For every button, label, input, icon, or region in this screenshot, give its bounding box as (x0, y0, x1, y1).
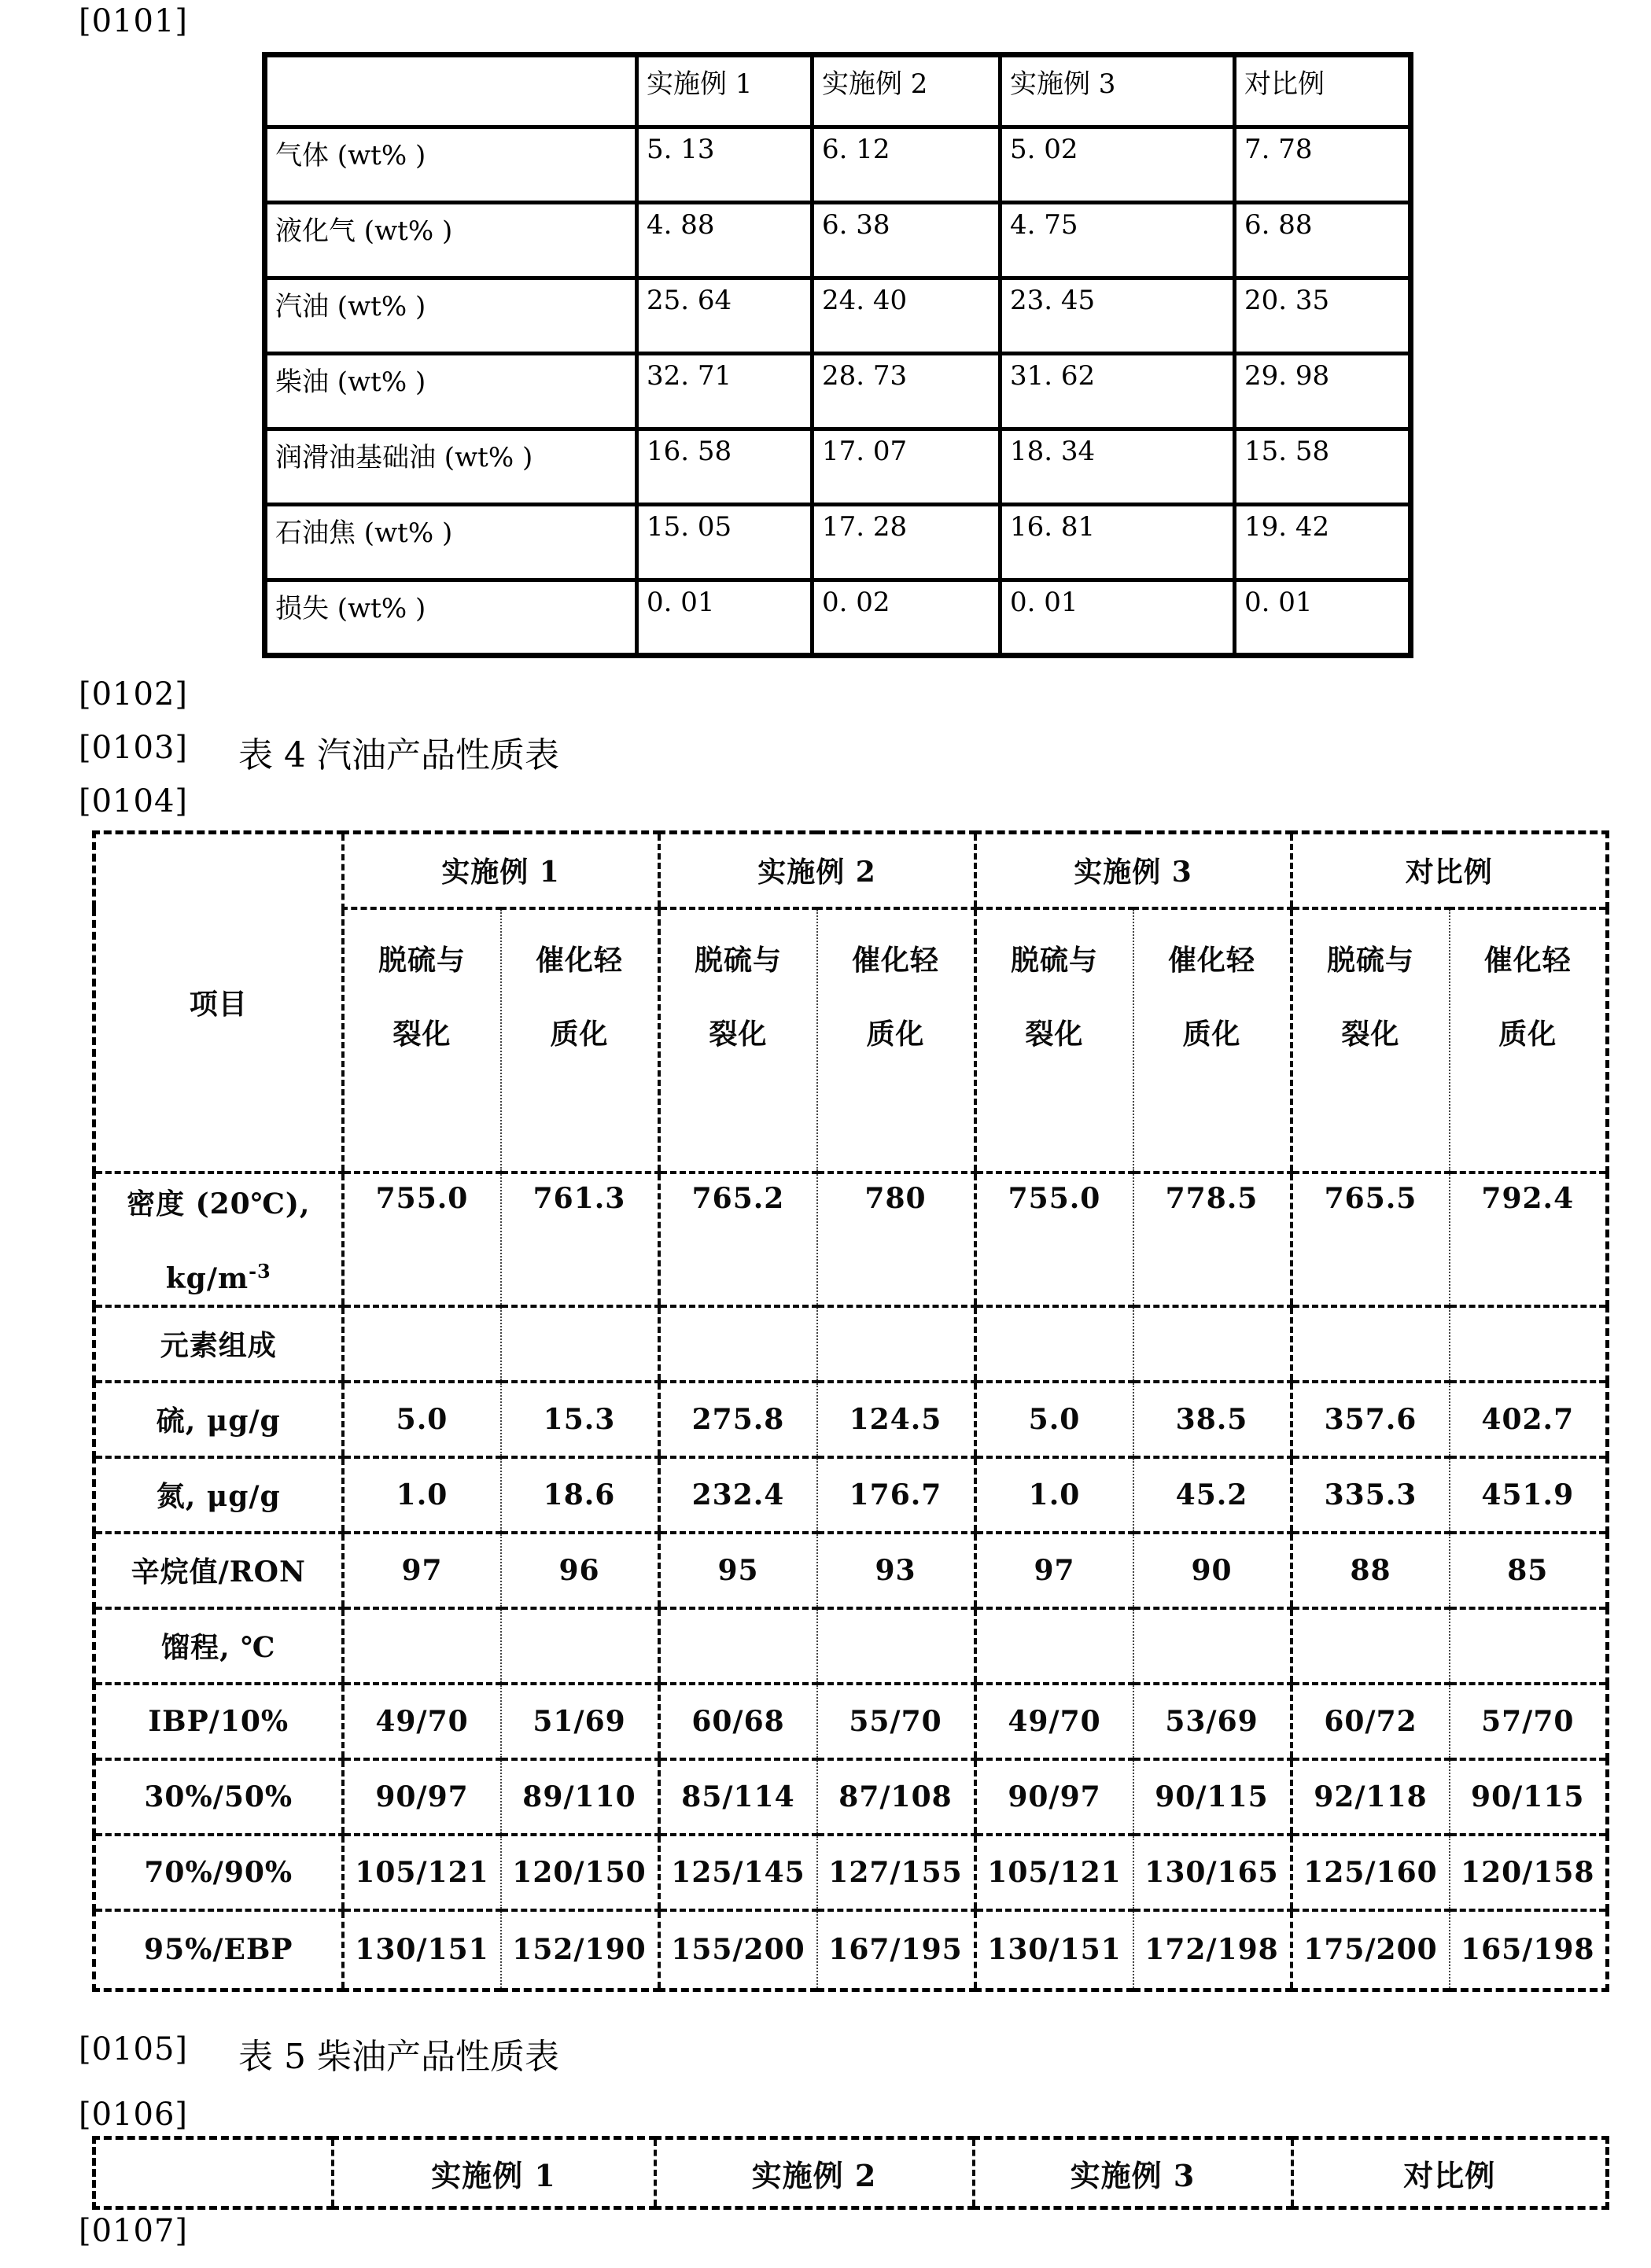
table-row (94, 1910, 1608, 1990)
density-label-line1: 密度 (20℃), (127, 1187, 311, 1221)
gasoline-cell: 85/114 (659, 1759, 817, 1835)
gasoline-cell: 53/69 (1133, 1684, 1292, 1759)
gasoline-cell (817, 1306, 975, 1382)
yield-cell: 0. 02 (813, 580, 1001, 656)
yield-cell: 17. 28 (813, 505, 1001, 580)
gasoline-cell: 15.3 (501, 1382, 659, 1457)
gasoline-cell: 335.3 (1292, 1457, 1450, 1533)
subheader-line: 质化 (550, 1017, 609, 1051)
subheader-line: 裂化 (709, 1017, 768, 1051)
diesel-header-row (94, 2138, 1608, 2208)
yield-row-label: 液化气 (wt% ) (265, 203, 637, 278)
table-row (265, 580, 1411, 656)
yield-header-row (265, 55, 1411, 127)
subheader-desulfurization-cracking (975, 908, 1133, 1173)
density-unit-base: kg/m (165, 1261, 249, 1295)
subheader-line: 裂化 (1025, 1017, 1084, 1051)
paragraph-tag-0107: [0107] (79, 2213, 189, 2249)
gasoline-cell (1450, 1306, 1608, 1382)
gasoline-cell: 780 (817, 1173, 975, 1306)
table-row-density (94, 1173, 1608, 1306)
subheader-catalytic-lightening (501, 908, 659, 1173)
gasoline-cell: 89/110 (501, 1759, 659, 1835)
yield-cell: 4. 88 (637, 203, 813, 278)
gasoline-cell: 90/97 (975, 1759, 1133, 1835)
table-row (265, 505, 1411, 580)
table4-caption: 表 4 汽油产品性质表 (238, 735, 559, 775)
subheader-line: 催化轻 (1167, 943, 1255, 977)
subheader-catalytic-lightening (817, 908, 975, 1173)
gasoline-cell: 127/155 (817, 1835, 975, 1910)
gasoline-cell: 49/70 (343, 1684, 501, 1759)
yield-cell: 16. 81 (1001, 505, 1235, 580)
table-row (94, 1835, 1608, 1910)
yield-row-label: 损失 (wt% ) (265, 580, 637, 656)
table-row (94, 1382, 1608, 1457)
gasoline-cell: 60/72 (1292, 1684, 1450, 1759)
yield-cell: 6. 12 (813, 127, 1001, 203)
subheader-catalytic-lightening (1450, 908, 1608, 1173)
gasoline-row-label (94, 1173, 343, 1306)
yield-cell: 25. 64 (637, 278, 813, 354)
gasoline-cell (659, 1306, 817, 1382)
table-row (94, 1457, 1608, 1533)
gasoline-cell (1292, 1306, 1450, 1382)
gasoline-cell: 152/190 (501, 1910, 659, 1990)
gasoline-cell: 96 (501, 1533, 659, 1608)
gasoline-cell: 275.8 (659, 1382, 817, 1457)
gasoline-cell: 38.5 (1133, 1382, 1292, 1457)
subheader-line: 催化轻 (851, 943, 939, 977)
paragraph-tag-0102: [0102] (79, 676, 189, 712)
gasoline-cell: 130/151 (343, 1910, 501, 1990)
gasoline-cell: 176.7 (817, 1457, 975, 1533)
gasoline-cell: 175/200 (1292, 1910, 1450, 1990)
gasoline-cell: 51/69 (501, 1684, 659, 1759)
gasoline-cell: 105/121 (975, 1835, 1133, 1910)
gasoline-cell: 49/70 (975, 1684, 1133, 1759)
gasoline-cell: 92/118 (1292, 1759, 1450, 1835)
yield-header-comparative: 对比例 (1235, 55, 1411, 127)
table-row (94, 1759, 1608, 1835)
yield-cell: 5. 13 (637, 127, 813, 203)
subheader-desulfurization-cracking (659, 908, 817, 1173)
subheader-line: 质化 (1182, 1017, 1241, 1051)
subheader-line: 质化 (1498, 1017, 1557, 1051)
gasoline-item-header: 项目 (94, 833, 343, 1173)
gasoline-cell (1292, 1608, 1450, 1684)
gasoline-row-label: 95%/EBP (94, 1910, 343, 1990)
gasoline-row-label: 30%/50% (94, 1759, 343, 1835)
yield-cell: 20. 35 (1235, 278, 1411, 354)
yield-cell: 0. 01 (1001, 580, 1235, 656)
gasoline-cell: 792.4 (1450, 1173, 1608, 1306)
yield-cell: 6. 38 (813, 203, 1001, 278)
table-row (265, 203, 1411, 278)
gasoline-row-label: 硫, μg/g (94, 1382, 343, 1457)
gasoline-cell: 755.0 (343, 1173, 501, 1306)
subheader-line: 脱硫与 (378, 943, 466, 977)
gasoline-row-label: 氮, μg/g (94, 1457, 343, 1533)
gasoline-cell: 60/68 (659, 1684, 817, 1759)
gasoline-cell: 1.0 (975, 1457, 1133, 1533)
gasoline-group-comparative: 对比例 (1292, 833, 1608, 908)
gasoline-cell (501, 1608, 659, 1684)
gasoline-cell (343, 1306, 501, 1382)
gasoline-cell: 93 (817, 1533, 975, 1608)
gasoline-cell: 90/115 (1133, 1759, 1292, 1835)
gasoline-cell: 57/70 (1450, 1684, 1608, 1759)
subheader-desulfurization-cracking (1292, 908, 1450, 1173)
gasoline-cell: 105/121 (343, 1835, 501, 1910)
yield-row-label: 润滑油基础油 (wt% ) (265, 429, 637, 505)
yield-header-example-2: 实施例 2 (813, 55, 1001, 127)
subheader-desulfurization-cracking (343, 908, 501, 1173)
gasoline-cell: 130/151 (975, 1910, 1133, 1990)
gasoline-cell: 18.6 (501, 1457, 659, 1533)
table-row (94, 1684, 1608, 1759)
yield-row-label: 汽油 (wt% ) (265, 278, 637, 354)
paragraph-tag-0105: [0105] (79, 2031, 189, 2067)
table5-caption: 表 5 柴油产品性质表 (238, 2037, 559, 2077)
paragraph-tag-0101: [0101] (79, 3, 189, 39)
yield-header-example-3: 实施例 3 (1001, 55, 1235, 127)
gasoline-cell (343, 1608, 501, 1684)
table-row (265, 354, 1411, 429)
subheader-line: 催化轻 (1483, 943, 1572, 977)
gasoline-cell: 90/115 (1450, 1759, 1608, 1835)
yield-cell: 31. 62 (1001, 354, 1235, 429)
subheader-line: 脱硫与 (694, 943, 782, 977)
gasoline-cell: 402.7 (1450, 1382, 1608, 1457)
subheader-line: 脱硫与 (1010, 943, 1098, 977)
diesel-header-example-3: 实施例 3 (974, 2138, 1292, 2208)
gasoline-cell: 85 (1450, 1533, 1608, 1608)
diesel-header-example-1: 实施例 1 (333, 2138, 655, 2208)
yield-cell: 0. 01 (1235, 580, 1411, 656)
yield-cell: 18. 34 (1001, 429, 1235, 505)
gasoline-cell: 755.0 (975, 1173, 1133, 1306)
yield-cell: 24. 40 (813, 278, 1001, 354)
diesel-header-example-2: 实施例 2 (655, 2138, 974, 2208)
gasoline-cell: 90/97 (343, 1759, 501, 1835)
gasoline-cell: 97 (975, 1533, 1133, 1608)
yield-cell: 23. 45 (1001, 278, 1235, 354)
gasoline-cell: 120/158 (1450, 1835, 1608, 1910)
gasoline-cell (659, 1608, 817, 1684)
gasoline-cell: 124.5 (817, 1382, 975, 1457)
gasoline-cell: 357.6 (1292, 1382, 1450, 1457)
density-unit (96, 1260, 341, 1295)
gasoline-cell: 97 (343, 1533, 501, 1608)
gasoline-row-label: IBP/10% (94, 1684, 343, 1759)
diesel-properties-table-header (92, 2136, 1609, 2210)
gasoline-cell: 5.0 (975, 1382, 1133, 1457)
gasoline-cell: 90 (1133, 1533, 1292, 1608)
yield-cell: 16. 58 (637, 429, 813, 505)
gasoline-cell: 1.0 (343, 1457, 501, 1533)
gasoline-cell: 167/195 (817, 1910, 975, 1990)
gasoline-properties-table (92, 830, 1609, 1992)
gasoline-group-example-2: 实施例 2 (659, 833, 975, 908)
yield-cell: 19. 42 (1235, 505, 1411, 580)
yield-cell: 32. 71 (637, 354, 813, 429)
table-row (94, 1306, 1608, 1382)
diesel-header-comparative: 对比例 (1292, 2138, 1608, 2208)
gasoline-cell: 5.0 (343, 1382, 501, 1457)
product-yield-table (262, 52, 1413, 658)
gasoline-cell: 165/198 (1450, 1910, 1608, 1990)
yield-cell: 4. 75 (1001, 203, 1235, 278)
subheader-line: 裂化 (392, 1017, 451, 1051)
gasoline-cell (501, 1306, 659, 1382)
gasoline-cell (817, 1608, 975, 1684)
yield-cell: 29. 98 (1235, 354, 1411, 429)
table-row (94, 1608, 1608, 1684)
yield-cell: 15. 05 (637, 505, 813, 580)
gasoline-cell: 451.9 (1450, 1457, 1608, 1533)
gasoline-cell: 87/108 (817, 1759, 975, 1835)
table-row (265, 278, 1411, 354)
paragraph-tag-0106: [0106] (79, 2097, 189, 2133)
yield-cell: 5. 02 (1001, 127, 1235, 203)
gasoline-cell: 765.2 (659, 1173, 817, 1306)
gasoline-cell: 55/70 (817, 1684, 975, 1759)
gasoline-cell: 778.5 (1133, 1173, 1292, 1306)
gasoline-cell (1450, 1608, 1608, 1684)
subheader-line: 脱硫与 (1326, 943, 1414, 977)
gasoline-cell: 125/160 (1292, 1835, 1450, 1910)
gasoline-cell: 761.3 (501, 1173, 659, 1306)
paragraph-tag-0104: [0104] (79, 783, 189, 819)
yield-header-blank (265, 55, 637, 127)
gasoline-cell: 125/145 (659, 1835, 817, 1910)
table-row (94, 1533, 1608, 1608)
paragraph-tag-0103: [0103] (79, 730, 189, 766)
gasoline-cell: 232.4 (659, 1457, 817, 1533)
gasoline-cell (1133, 1608, 1292, 1684)
gasoline-cell: 120/150 (501, 1835, 659, 1910)
subheader-line: 质化 (866, 1017, 925, 1051)
gasoline-cell: 130/165 (1133, 1835, 1292, 1910)
density-unit-sup: -3 (249, 1259, 271, 1283)
gasoline-cell: 88 (1292, 1533, 1450, 1608)
yield-cell: 15. 58 (1235, 429, 1411, 505)
subheader-line: 催化轻 (535, 943, 623, 977)
yield-cell: 17. 07 (813, 429, 1001, 505)
subheader-line: 裂化 (1341, 1017, 1400, 1051)
subheader-catalytic-lightening (1133, 908, 1292, 1173)
gasoline-cell (975, 1306, 1133, 1382)
table-row (265, 127, 1411, 203)
gasoline-cell (975, 1608, 1133, 1684)
yield-header-example-1: 实施例 1 (637, 55, 813, 127)
yield-cell: 0. 01 (637, 580, 813, 656)
yield-row-label: 气体 (wt% ) (265, 127, 637, 203)
gasoline-group-example-1: 实施例 1 (343, 833, 659, 908)
gasoline-row-label: 元素组成 (94, 1306, 343, 1382)
table-row (265, 429, 1411, 505)
gasoline-cell: 765.5 (1292, 1173, 1450, 1306)
gasoline-row-label: 馏程, ℃ (94, 1608, 343, 1684)
gasoline-group-header-row (94, 833, 1608, 908)
yield-cell: 28. 73 (813, 354, 1001, 429)
diesel-header-blank (94, 2138, 333, 2208)
gasoline-cell: 172/198 (1133, 1910, 1292, 1990)
yield-row-label: 柴油 (wt% ) (265, 354, 637, 429)
gasoline-cell: 95 (659, 1533, 817, 1608)
gasoline-row-label: 70%/90% (94, 1835, 343, 1910)
yield-cell: 7. 78 (1235, 127, 1411, 203)
gasoline-row-label: 辛烷值/RON (94, 1533, 343, 1608)
gasoline-cell: 45.2 (1133, 1457, 1292, 1533)
gasoline-group-example-3: 实施例 3 (975, 833, 1292, 908)
yield-row-label: 石油焦 (wt% ) (265, 505, 637, 580)
gasoline-cell (1133, 1306, 1292, 1382)
gasoline-cell: 155/200 (659, 1910, 817, 1990)
yield-cell: 6. 88 (1235, 203, 1411, 278)
